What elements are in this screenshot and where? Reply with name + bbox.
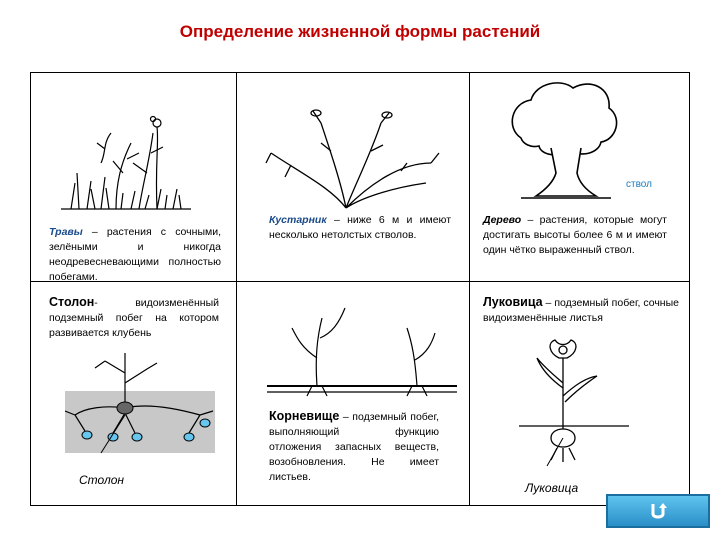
rhizome-term: Корневище bbox=[269, 409, 340, 423]
tree-description bbox=[483, 213, 667, 258]
herbs-description bbox=[49, 225, 221, 285]
trunk-label: ствол bbox=[626, 179, 652, 190]
return-arrow-icon bbox=[647, 500, 669, 522]
page-title: Определение жизненной формы растений bbox=[179, 22, 541, 41]
tree-illustration bbox=[501, 78, 631, 206]
table-divider bbox=[469, 73, 470, 505]
herbs-term: Травы bbox=[49, 226, 83, 238]
tree-term: Дерево bbox=[483, 214, 522, 226]
stolon-text: - видоизменённый подземный побег на котором развивается клубень bbox=[49, 297, 219, 339]
shrub-illustration bbox=[261, 103, 446, 213]
stolon-illustration bbox=[65, 353, 215, 463]
plant-forms-table bbox=[30, 72, 690, 506]
stolon-caption: Столон bbox=[79, 473, 124, 487]
herbs-text: – растения с сочными, зелёными и никогда неодревесневающими полностью побегами. bbox=[49, 226, 221, 283]
stolon-description bbox=[49, 295, 219, 341]
stolon-term: Столон bbox=[49, 295, 95, 309]
bulb-illustration bbox=[519, 338, 639, 468]
herbs-illustration bbox=[61, 103, 211, 213]
bulb-caption: Луковица bbox=[525, 481, 579, 495]
rhizome-description bbox=[269, 409, 439, 485]
tree-text: – растения, которые могут достигать высоты более 6 м и имеют один чётко выраженный ствол. bbox=[483, 214, 667, 256]
bulb-text: – подземный побег, сочные видоизменённые листья bbox=[483, 297, 679, 324]
bulb-description bbox=[483, 295, 679, 326]
bulb-term: Луковица bbox=[483, 295, 543, 309]
rhizome-illustration bbox=[267, 298, 457, 398]
shrub-text: – ниже 6 м и имеют несколько нетолстых стволов. bbox=[269, 214, 451, 241]
return-button[interactable] bbox=[606, 494, 710, 528]
table-divider bbox=[236, 73, 237, 505]
rhizome-text: – подземный побег, выполняющий функцию отложения запасных веществ, возобновления. Не имеет листьев. bbox=[269, 411, 439, 483]
shrub-term: Кустарник bbox=[269, 214, 327, 226]
shrub-description bbox=[269, 213, 451, 243]
